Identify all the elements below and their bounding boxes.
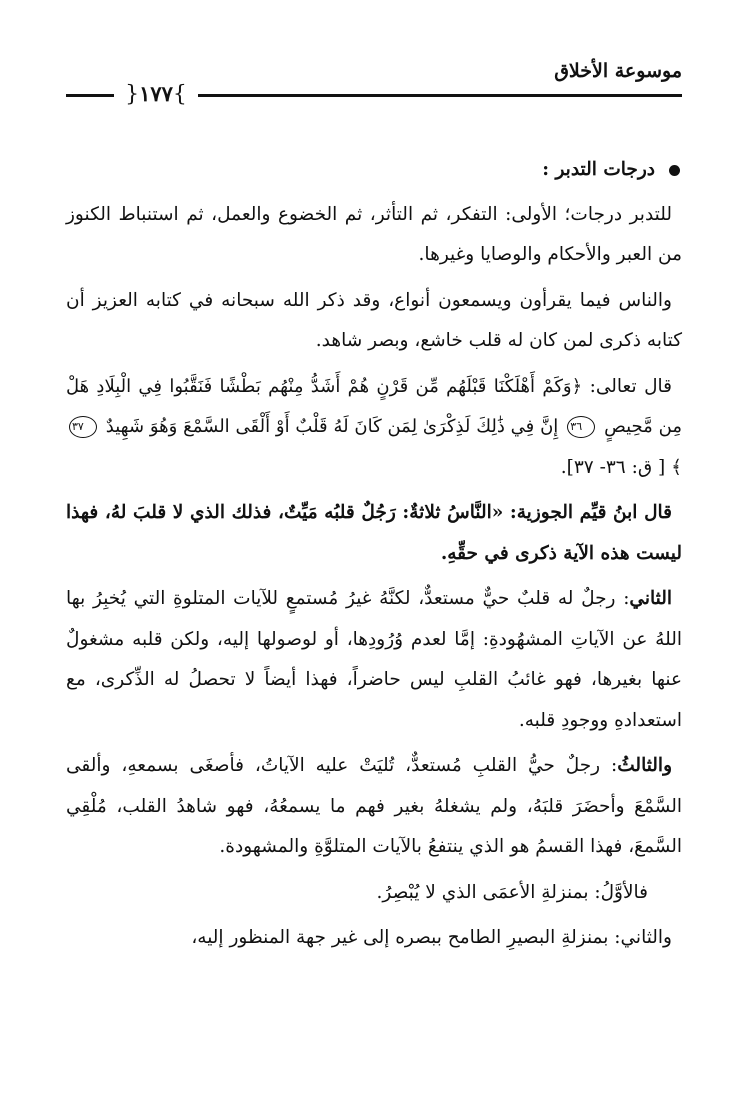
page-number-brace-left: }: [172, 82, 187, 107]
quran-verse: إِنَّ فِي ذَٰلِكَ لَذِكْرَىٰ لِمَن كَانَ لَهُ قَلْبٌ أَوْ أَلْقَى السَّمْعَ وَهُوَ شَهِيدٌ: [105, 416, 559, 437]
paragraph: [66, 579, 682, 741]
paragraph-text: : رجلٌ حيُّ القلبِ مُستعدٌّ، تُليَتْ عليه الآياتُ، فأصغَى بسمعهِ، وألقى السَّمْعَ وأحضَرَ قلبَهُ، ولم يشغلهُ بغير فهم ما يسمعُهُ، فهو شاهدُ القلب، مُلْقِي السَّمعَ، فهذا القسمُ هو الذي ينتفعُ بالآيات المتلوَّةِ والمشهودة.: [66, 755, 682, 857]
quote-paragraph: قال ابنُ قيِّم الجوزية: «النَّاسُ ثلاثةٌ: رَجُلٌ قلبُه مَيِّتٌ، فذلك الذي لا قلبَ لهُ، فهذا ليست هذه الآية ذكرى في حقِّهِ.: [66, 502, 682, 564]
quran-verse: ﴿وَكَمْ أَهْلَكْنَا قَبْلَهُم مِّن قَرْنٍ هُمْ أَشَدُّ مِنْهُم بَطْشًا فَنَقَّبُوا فِي الْبِلَادِ هَلْ مِن مَّحِيصٍ: [66, 375, 682, 437]
paragraph: [66, 746, 682, 868]
page-number: [114, 81, 198, 107]
quote-intro: قال تعالى:: [582, 375, 672, 397]
paragraph: والناس فيما يقرأون ويسمعون أنواع، وقد ذكر الله سبحانه في كتابه العزيز أن كتابه ذكرى لمن كان له قلب خاشع، وبصر شاهد.: [66, 289, 682, 351]
quran-quote-paragraph: [66, 367, 682, 489]
paragraph-lead: والثالثُ: [617, 755, 672, 776]
page: [66, 58, 682, 1058]
paragraph: فالأوَّلُ: بمنزلةِ الأعمَى الذي لا يُبْصِرُ.: [376, 881, 648, 903]
bullet-icon: [669, 165, 680, 176]
paragraph-text: : رجلٌ له قلبٌ حيٌّ مستعدٌّ، لكنَّهُ غيرُ مُستمعٍ للآيات المتلوةِ التي يُخبِرُ بها اللهُ عن الآياتِ المشهُودةِ: إمَّا لعدم وُرُودِها، أو لوصولها إليه، ولكن قلبه مشغولٌ عنها بغيرها، فهو غائبُ القلبِ ليس حاضراً، فهذا أيضاً لا تحصلُ له الذِّكرى، مع استعدادهِ ووجودِ قلبه.: [66, 588, 682, 731]
section-heading: [66, 150, 682, 191]
paragraph: للتدبر درجات؛ الأولى: التفكر، ثم التأثر، ثم الخضوع والعمل، ثم استنباط الكنوز من العبر والأحكام والوصايا وغيرها.: [66, 203, 682, 265]
section-heading-text: درجات التدبر :: [542, 159, 655, 180]
paragraph-lead: الثاني: [629, 588, 672, 609]
page-number-brace-right: {: [125, 82, 140, 107]
ayah-number-marker: ٣٦: [567, 416, 595, 438]
running-title: موسوعة الأخلاق: [554, 60, 682, 82]
page-number-value: ١٧٧: [139, 81, 173, 106]
page-header: [66, 58, 682, 114]
ayah-number-marker: ٣٧: [69, 416, 97, 438]
quran-reference: ﴾ [ ق: ٣٦- ٣٧].: [560, 456, 682, 478]
page-body: [66, 150, 682, 964]
paragraph: والثاني: بمنزلةِ البصيرِ الطامح ببصره إلى غير جهة المنظور إليه،: [191, 927, 672, 948]
